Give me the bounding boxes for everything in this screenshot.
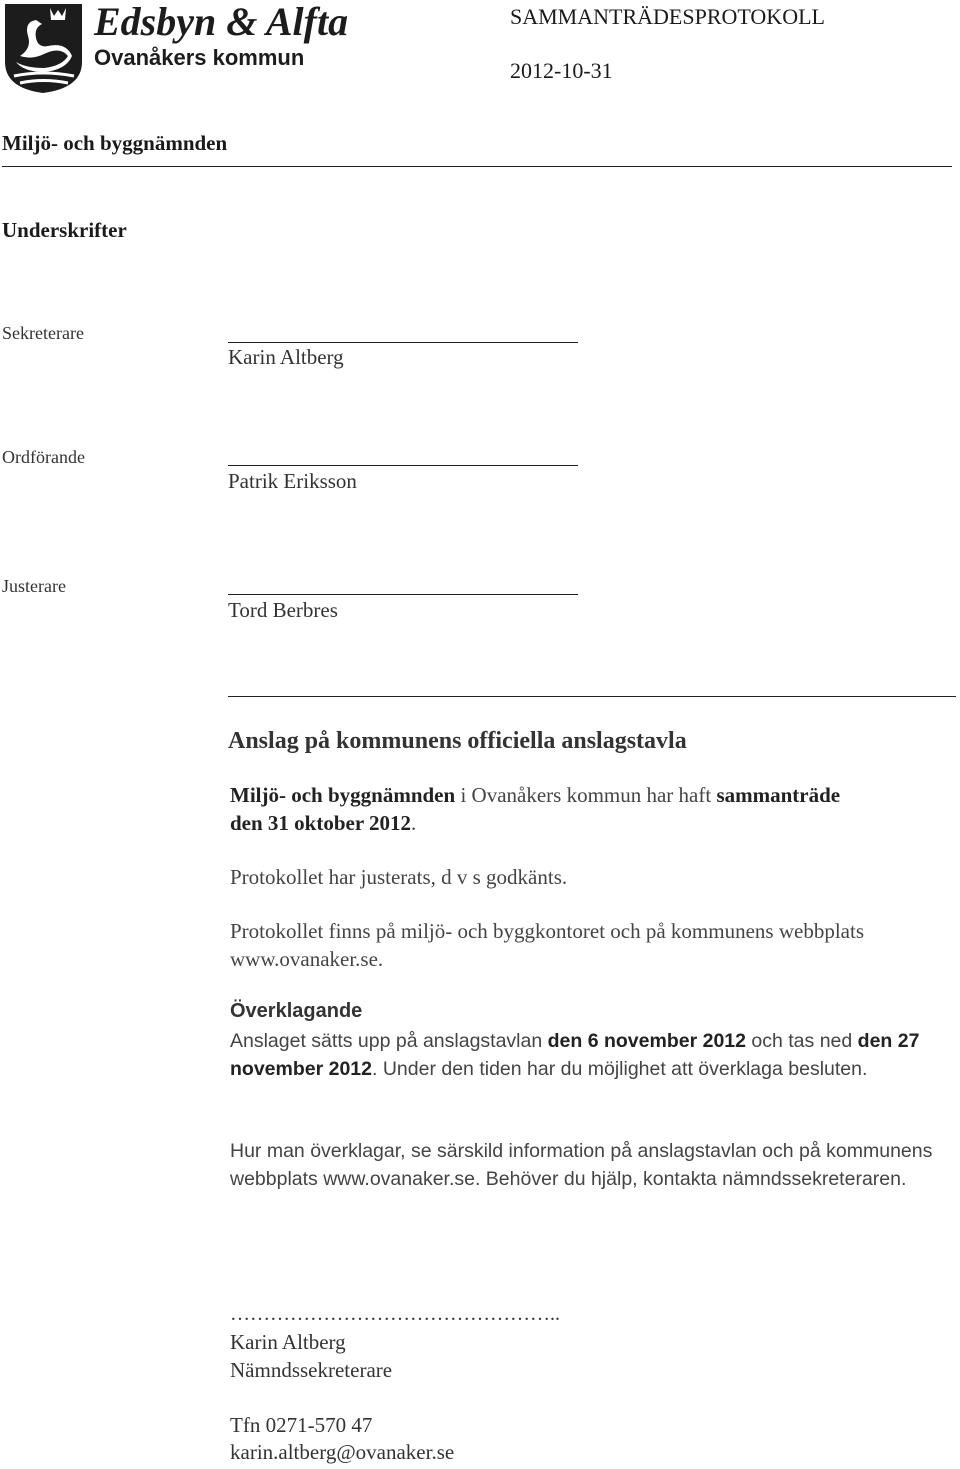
footer-name: Karin Altberg: [230, 1330, 346, 1354]
committee-name: Miljö- och byggnämnden: [2, 131, 228, 155]
signature-line: [228, 465, 578, 466]
document-type: SAMMANTRÄDESPROTOKOLL: [510, 4, 825, 29]
signature-line: [228, 594, 578, 595]
signature-name-adjuster: Tord Berbres: [228, 598, 338, 622]
signature-dots: …………………………………………..: [230, 1303, 560, 1325]
appeal-paragraph: Anslaget sätts upp på anslagstavlan den 6 november 2012 och tas ned den 27 november 2012. Under den tiden har du möjlighet att överklaga besluten.: [230, 1030, 920, 1080]
header-divider: [2, 166, 952, 167]
notice-paragraph-approved: Protokollet har justerats, d v s godkänts.: [230, 865, 568, 889]
howto-paragraph: Hur man överklagar, se särskild information på anslagstavlan och på kommunens webbplats www.ovanaker.se. Behöver du hjälp, kontakta nämndssekreteraren.: [230, 1140, 933, 1190]
footer-phone: Tfn 0271-570 47: [230, 1413, 373, 1437]
signature-line: [228, 342, 578, 343]
notice-title: Anslag på kommunens officiella anslagstavla: [228, 728, 687, 754]
section-divider: [228, 696, 956, 697]
footer-title: Nämndssekreterare: [230, 1358, 393, 1382]
committee-ref: Miljö- och byggnämnden: [230, 783, 456, 807]
signature-role-secretary: Sekreterare: [2, 323, 84, 343]
footer-email: karin.altberg@ovanaker.se: [230, 1440, 455, 1464]
meeting-date: 2012-10-31: [510, 58, 613, 83]
logo-line1: Edsbyn & Alfta: [94, 0, 349, 44]
signature-name-chair: Patrik Eriksson: [228, 469, 357, 493]
signatures-heading: Underskrifter: [2, 218, 127, 242]
signature-name-secretary: Karin Altberg: [228, 345, 344, 369]
notice-paragraph-availability: Protokollet finns på miljö- och byggkontoret och på kommunens webbplats www.ovanaker.se.: [230, 919, 864, 971]
signature-role-chair: Ordförande: [2, 447, 85, 467]
logo-line2: Ovanåkers kommun: [94, 45, 305, 70]
appeal-heading: Överklagande: [230, 1000, 363, 1022]
signature-role-adjuster: Justerare: [2, 576, 66, 596]
municipality-logo: [2, 0, 374, 94]
notice-paragraph-meeting: Miljö- och byggnämnden i Ovanåkers kommun har haft sammanträde den 31 oktober 2012.: [230, 783, 841, 835]
